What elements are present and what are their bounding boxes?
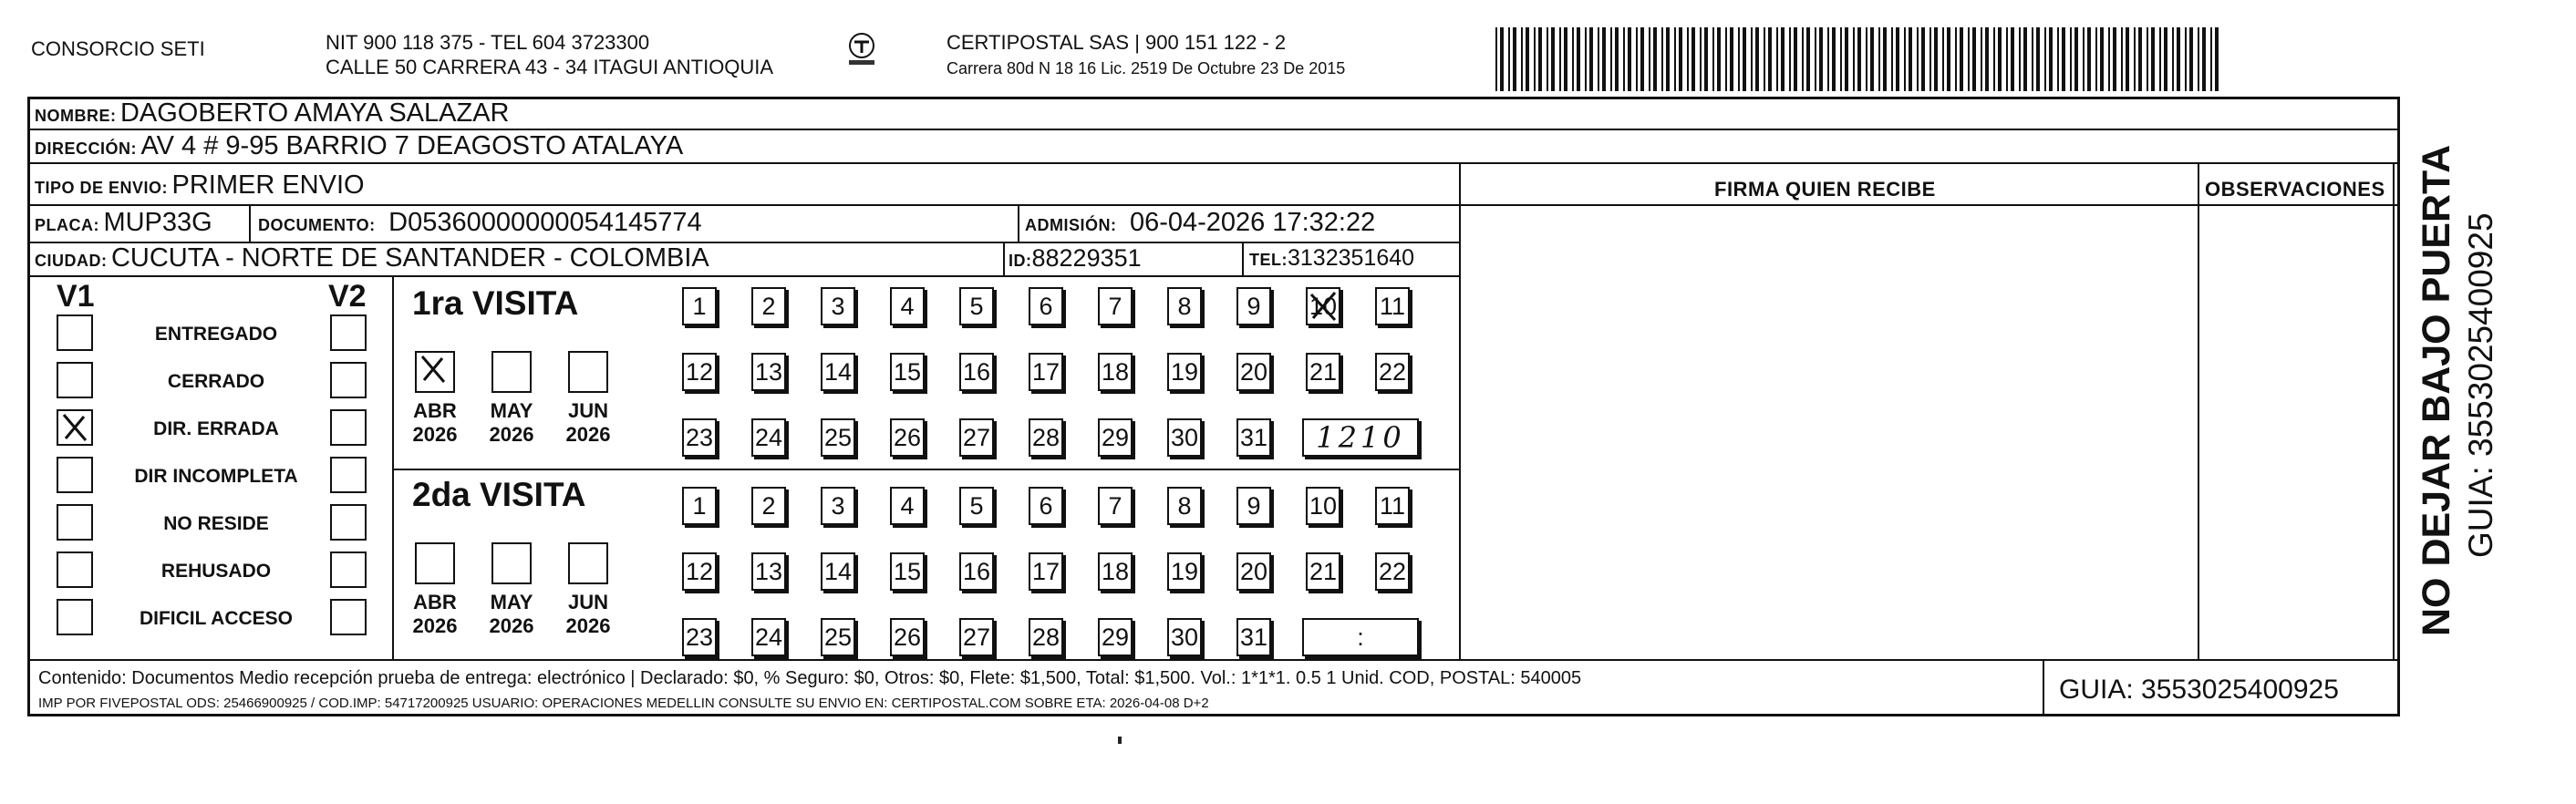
- barcode-bar: [2138, 27, 2142, 91]
- barcode-bar: [1559, 27, 1561, 91]
- barcode-bar: [1585, 27, 1587, 91]
- barcode-bar: [2121, 27, 2123, 91]
- day-box[interactable]: 4: [890, 487, 925, 525]
- nit-line: NIT 900 118 375 - TEL 604 3723300: [326, 31, 650, 54]
- barcode-bar: [2032, 27, 2033, 91]
- day-box[interactable]: 13: [751, 552, 786, 591]
- barcode-bar: [1534, 27, 1536, 91]
- day-box[interactable]: 27: [959, 418, 994, 457]
- day-box[interactable]: 23: [682, 418, 717, 457]
- first-visit-title: 1ra VISITA: [412, 284, 579, 322]
- barcode-bar: [1717, 27, 1721, 91]
- v1-checkbox[interactable]: [57, 551, 93, 588]
- barcode-bar: [1981, 27, 1982, 91]
- barcode-bar: [1853, 27, 1855, 91]
- barcode-bar: [2164, 27, 2167, 91]
- barcode-bar: [2113, 27, 2116, 91]
- day-box[interactable]: 3: [821, 487, 855, 525]
- day-box[interactable]: 15: [890, 353, 925, 391]
- day-box[interactable]: 29: [1098, 418, 1133, 457]
- status-option-label: DIR. ERRADA: [153, 418, 279, 439]
- barcode-bar: [2057, 27, 2059, 91]
- barcode-bar: [1781, 27, 1785, 91]
- day-box[interactable]: 31: [1236, 618, 1271, 656]
- tipo-envio-row: [35, 170, 365, 205]
- day-box[interactable]: 26: [890, 618, 925, 656]
- barcode-bar: [1968, 27, 1970, 91]
- day-box[interactable]: [1306, 287, 1340, 325]
- day-box[interactable]: 24: [751, 418, 786, 457]
- barcode-bar: [1942, 27, 1944, 91]
- barcode-bar: [1500, 27, 1504, 91]
- barcode-bar: [2210, 27, 2212, 91]
- id-value: 88229351: [1031, 244, 1142, 272]
- barcode-bar: [1602, 27, 1606, 91]
- delivery-form-frame: [27, 97, 2400, 716]
- documento-label: DOCUMENTO:: [258, 216, 376, 234]
- barcode-bar: [1640, 27, 1644, 91]
- barcode-bar: [1993, 27, 1995, 91]
- barcode-bar: [1972, 27, 1976, 91]
- certipostal-address: Carrera 80d N 18 16 Lic. 2519 De Octubre 23 De 2015: [947, 59, 1346, 77]
- day-box[interactable]: 19: [1167, 353, 1202, 391]
- v2-checkbox[interactable]: [330, 362, 367, 398]
- barcode-bar: [1508, 27, 1510, 91]
- barcode-bar: [2134, 27, 2136, 91]
- ciudad-row: [35, 242, 709, 278]
- barcode-bar: [1526, 27, 1529, 91]
- day-box[interactable]: 22: [1375, 552, 1410, 591]
- second-visit-title: 2da VISITA: [412, 476, 586, 513]
- month-checkbox[interactable]: [568, 351, 608, 393]
- nombre-label: NOMBRE:: [35, 107, 117, 125]
- nombre-row: [35, 98, 510, 133]
- v1-header: V1: [57, 279, 95, 314]
- barcode-bar: [2019, 27, 2021, 91]
- day-box[interactable]: 8: [1167, 487, 1202, 525]
- admision-value: 06-04-2026 17:32:22: [1129, 208, 1376, 237]
- day-box[interactable]: 21: [1306, 552, 1340, 591]
- placa-label: PLACA:: [35, 216, 99, 234]
- day-box[interactable]: 15: [890, 552, 925, 591]
- ciudad-label: CIUDAD:: [35, 252, 108, 270]
- barcode-bar: [1636, 27, 1638, 91]
- barcode-bar: [2049, 27, 2053, 91]
- day-box[interactable]: 8: [1167, 287, 1202, 325]
- firma-header: FIRMA QUIEN RECIBE: [1714, 178, 1936, 201]
- barcode-bar: [1768, 27, 1772, 91]
- barcode-bar: [1845, 27, 1848, 91]
- day-box[interactable]: 9: [1236, 487, 1271, 525]
- barcode-bar: [1598, 27, 1599, 91]
- barcode-bar: [1725, 27, 1727, 91]
- barcode-bar: [1495, 27, 1497, 91]
- barcode-bar: [1776, 27, 1778, 91]
- month-year: 2026: [565, 423, 611, 446]
- day-box[interactable]: 17: [1029, 353, 1063, 391]
- barcode-bar: [1589, 27, 1593, 91]
- barcode-bar: [1538, 27, 1542, 91]
- status-option-label: ENTREGADO: [154, 324, 278, 345]
- barcode-bar: [1789, 27, 1791, 91]
- direccion-label: DIRECCIÓN:: [35, 139, 137, 158]
- barcode-bar: [1870, 27, 1874, 91]
- barcode-bar: [2023, 27, 2027, 91]
- barcode-bar: [1764, 27, 1765, 91]
- observaciones-header: OBSERVACIONES: [2205, 178, 2385, 201]
- barcode-bar: [1832, 27, 1836, 91]
- barcode-bar: [2062, 27, 2065, 91]
- month-year: 2026: [489, 423, 534, 446]
- month-checkbox[interactable]: [568, 542, 608, 584]
- day-box[interactable]: 18: [1098, 353, 1133, 391]
- barcode-bar: [1998, 27, 2002, 91]
- day-box[interactable]: 12: [682, 552, 717, 591]
- imp-text: IMP POR FIVEPOSTAL ODS: 25466900925 / COD.IMP: 54717200925 USUARIO: OPERACIONES MEDELLIN CONSULTE SU ENVIO EN: CERTIPOSTAL.COM SOBRE ETA: 2026-04-08 D+2: [38, 696, 1209, 711]
- day-box[interactable]: 25: [821, 418, 855, 457]
- barcode-bar: [1547, 27, 1548, 91]
- v1-checkbox[interactable]: [57, 314, 93, 351]
- barcode-bar: [1687, 27, 1689, 91]
- barcode-bar: [1628, 27, 1631, 91]
- day-box[interactable]: 7: [1098, 287, 1133, 325]
- tel-row: [1249, 242, 1414, 277]
- day-box[interactable]: 24: [751, 618, 786, 656]
- barcode-bar: [1623, 27, 1625, 91]
- certipostal-line: CERTIPOSTAL SAS | 900 151 122 - 2: [947, 31, 1287, 54]
- barcode-bar: [1743, 27, 1746, 91]
- month-checkbox[interactable]: [415, 351, 455, 393]
- barcode-bar: [1960, 27, 1963, 91]
- placa-row: [35, 207, 212, 242]
- barcode-bar: [2083, 27, 2085, 91]
- month-label: MAY: [490, 399, 533, 422]
- day-box[interactable]: 30: [1167, 418, 1202, 457]
- day-box[interactable]: 16: [959, 552, 994, 591]
- barcode-bar: [2189, 27, 2193, 91]
- barcode-bar: [1674, 27, 1676, 91]
- barcode-bar: [2074, 27, 2078, 91]
- time-box[interactable]: :: [1302, 618, 1419, 656]
- status-option-label: NO RESIDE: [163, 513, 269, 534]
- barcode-bar: [1917, 27, 1919, 91]
- barcode-bar: [1904, 27, 1906, 91]
- barcode-bar: [2036, 27, 2040, 91]
- barcode-bar: [1653, 27, 1657, 91]
- id-label: ID:: [1009, 252, 1032, 270]
- admision-label: ADMISIÓN:: [1025, 216, 1117, 234]
- status-option-label: DIFICIL ACCESO: [139, 608, 293, 629]
- status-option-label: REHUSADO: [160, 561, 272, 582]
- day-box[interactable]: 27: [959, 618, 994, 656]
- v1-checkbox[interactable]: [57, 599, 93, 635]
- barcode-bar: [1985, 27, 1989, 91]
- side-guia: GUIA: 3553025400925: [2462, 212, 2499, 558]
- barcode-bar: [1929, 27, 1931, 91]
- day-box[interactable]: 20: [1236, 353, 1271, 391]
- v1-checkbox[interactable]: [57, 457, 93, 493]
- v2-checkbox[interactable]: [330, 409, 367, 446]
- time-box[interactable]: 1210: [1302, 418, 1419, 457]
- day-box[interactable]: 9: [1236, 287, 1271, 325]
- barcode-bar: [1738, 27, 1740, 91]
- barcode-bar: [2151, 27, 2155, 91]
- no-dejar-bajo-puerta: NO DEJAR BAJO PUERTA: [2415, 144, 2458, 636]
- barcode-bar: [2177, 27, 2180, 91]
- address-line: CALLE 50 CARRERA 43 - 34 ITAGUI ANTIOQUIA: [326, 56, 774, 78]
- day-box[interactable]: 7: [1098, 487, 1133, 525]
- barcode-bar: [2202, 27, 2206, 91]
- nombre-value: DAGOBERTO AMAYA SALAZAR: [119, 98, 510, 128]
- barcode-bar: [1521, 27, 1523, 91]
- day-number: 10: [1309, 293, 1338, 320]
- barcode-bar: [1883, 27, 1887, 91]
- barcode-bar: [2011, 27, 2014, 91]
- barcode-bar: [1947, 27, 1950, 91]
- day-box[interactable]: 2: [751, 487, 786, 525]
- barcode-bar: [1827, 27, 1829, 91]
- barcode-bar: [2044, 27, 2046, 91]
- day-box[interactable]: 25: [821, 618, 855, 656]
- day-box[interactable]: 26: [890, 418, 925, 457]
- barcode-bar: [1712, 27, 1714, 91]
- day-box[interactable]: 14: [821, 353, 855, 391]
- contenido-text: Contenido: Documentos Medio recepción prueba de entrega: electrónico | Declarado: $0, % Seguro: $0, Otros: $0, Flete: $1,500, Total: $1,500. Vol.: 1*1*1. 0.5 1 Unid. COD, POSTAL: 540005: [38, 668, 1582, 688]
- tipo-envio-value: PRIMER ENVIO: [171, 170, 365, 200]
- day-box[interactable]: 30: [1167, 618, 1202, 656]
- barcode-bar: [1679, 27, 1682, 91]
- day-box[interactable]: 2: [751, 287, 786, 325]
- day-box[interactable]: 12: [682, 353, 717, 391]
- month-checkbox[interactable]: [415, 542, 455, 584]
- day-box[interactable]: 29: [1098, 618, 1133, 656]
- ciudad-value: CUCUTA - NORTE DE SANTANDER - COLOMBIA: [110, 243, 709, 273]
- barcode-bar: [1909, 27, 1912, 91]
- barcode-bar: [1610, 27, 1612, 91]
- barcode-bar: [1691, 27, 1695, 91]
- month-label: JUN: [567, 399, 608, 422]
- barcode-bar: [1857, 27, 1861, 91]
- barcode-bar: [2100, 27, 2104, 91]
- day-box[interactable]: 14: [821, 552, 855, 591]
- barcode-bar: [2006, 27, 2008, 91]
- day-box[interactable]: 23: [682, 618, 717, 656]
- barcode-bar: [1819, 27, 1823, 91]
- barcode-bar: [1666, 27, 1670, 91]
- day-box[interactable]: 1: [682, 287, 717, 325]
- barcode-bar: [1806, 27, 1810, 91]
- day-box[interactable]: 20: [1236, 552, 1271, 591]
- barcode: [1495, 27, 2225, 91]
- barcode-bar: [2215, 27, 2219, 91]
- day-box[interactable]: 28: [1029, 618, 1063, 656]
- day-box[interactable]: 1: [682, 487, 717, 525]
- day-box[interactable]: 3: [821, 287, 855, 325]
- barcode-bar: [2126, 27, 2129, 91]
- status-option-label: CERRADO: [167, 371, 265, 392]
- barcode-bar: [1802, 27, 1804, 91]
- day-box[interactable]: 6: [1029, 287, 1063, 325]
- month-checkbox[interactable]: [491, 542, 532, 584]
- direccion-value: AV 4 # 9-95 BARRIO 7 DEAGOSTO ATALAYA: [140, 131, 684, 160]
- v2-checkbox[interactable]: [330, 504, 367, 541]
- v2-checkbox[interactable]: [330, 551, 367, 588]
- day-box[interactable]: 22: [1375, 353, 1410, 391]
- barcode-bar: [1866, 27, 1867, 91]
- v2-checkbox[interactable]: [330, 314, 367, 351]
- barcode-bar: [2087, 27, 2091, 91]
- barcode-bar: [1577, 27, 1580, 91]
- barcode-bar: [1921, 27, 1925, 91]
- day-box[interactable]: 21: [1306, 353, 1340, 391]
- barcode-bar: [1878, 27, 1880, 91]
- v2-checkbox[interactable]: [330, 457, 367, 493]
- placa-value: MUP33G: [103, 208, 212, 237]
- barcode-bar: [1615, 27, 1619, 91]
- barcode-bar: [1755, 27, 1759, 91]
- day-box[interactable]: 13: [751, 353, 786, 391]
- barcode-bar: [1564, 27, 1567, 91]
- company-name: CONSORCIO SETI: [31, 37, 205, 60]
- status-option-label: DIR INCOMPLETA: [134, 466, 298, 487]
- month-year: 2026: [412, 423, 458, 446]
- v1-checkbox[interactable]: [57, 504, 93, 541]
- day-box[interactable]: 28: [1029, 418, 1063, 457]
- barcode-bar: [1891, 27, 1893, 91]
- barcode-bar: [1955, 27, 1957, 91]
- day-box[interactable]: 11: [1375, 287, 1410, 325]
- barcode-bar: [1934, 27, 1938, 91]
- month-year: 2026: [489, 614, 534, 637]
- month-checkbox[interactable]: [491, 351, 532, 393]
- month-year: 2026: [412, 614, 458, 637]
- day-box[interactable]: 16: [959, 353, 994, 391]
- month-label: MAY: [490, 591, 533, 613]
- tel-value: 3132351640: [1288, 245, 1415, 271]
- barcode-bar: [2108, 27, 2110, 91]
- certipostal-logo-icon: [843, 31, 880, 67]
- barcode-bar: [2147, 27, 2148, 91]
- barcode-bar: [1704, 27, 1708, 91]
- barcode-bar: [1700, 27, 1702, 91]
- month-label: ABR: [413, 591, 457, 613]
- v2-header: V2: [328, 279, 367, 314]
- tel-label: TEL:: [1249, 251, 1288, 269]
- direccion-row: [35, 130, 683, 166]
- month-year: 2026: [565, 614, 611, 637]
- day-box[interactable]: 5: [959, 287, 994, 325]
- day-box[interactable]: 4: [890, 287, 925, 325]
- barcode-bar: [1649, 27, 1650, 91]
- v2-checkbox[interactable]: [330, 599, 367, 635]
- day-box[interactable]: 19: [1167, 552, 1202, 591]
- scan-dot: [1118, 737, 1122, 744]
- guia-box: GUIA: 3553025400925: [2059, 675, 2339, 705]
- barcode-bar: [2198, 27, 2199, 91]
- barcode-bar: [1513, 27, 1516, 91]
- barcode-bar: [1730, 27, 1733, 91]
- barcode-bar: [2185, 27, 2187, 91]
- day-box[interactable]: 6: [1029, 487, 1063, 525]
- day-box[interactable]: 31: [1236, 418, 1271, 457]
- month-label: JUN: [567, 591, 608, 613]
- documento-row: [258, 207, 702, 242]
- barcode-bar: [1794, 27, 1797, 91]
- barcode-bar: [2070, 27, 2072, 91]
- barcode-bar: [1815, 27, 1816, 91]
- day-box[interactable]: 5: [959, 487, 994, 525]
- day-box[interactable]: 10: [1306, 487, 1340, 525]
- day-box[interactable]: 18: [1098, 552, 1133, 591]
- barcode-bar: [1551, 27, 1555, 91]
- barcode-bar: [2172, 27, 2174, 91]
- tipo-envio-label: TIPO DE ENVIO:: [35, 179, 169, 197]
- barcode-bar: [1661, 27, 1663, 91]
- v1-checkbox[interactable]: [57, 409, 93, 446]
- barcode-bar: [1840, 27, 1842, 91]
- documento-value: D05360000000054145774: [388, 208, 702, 237]
- admision-row: [1025, 207, 1375, 242]
- v1-checkbox[interactable]: [57, 362, 93, 398]
- day-box[interactable]: 11: [1375, 487, 1410, 525]
- barcode-bar: [2095, 27, 2097, 91]
- barcode-bar: [2159, 27, 2161, 91]
- barcode-bar: [1896, 27, 1899, 91]
- month-label: ABR: [413, 399, 457, 422]
- day-box[interactable]: 17: [1029, 552, 1063, 591]
- barcode-bar: [1572, 27, 1574, 91]
- barcode-bar: [1751, 27, 1753, 91]
- id-row: [1009, 242, 1142, 278]
